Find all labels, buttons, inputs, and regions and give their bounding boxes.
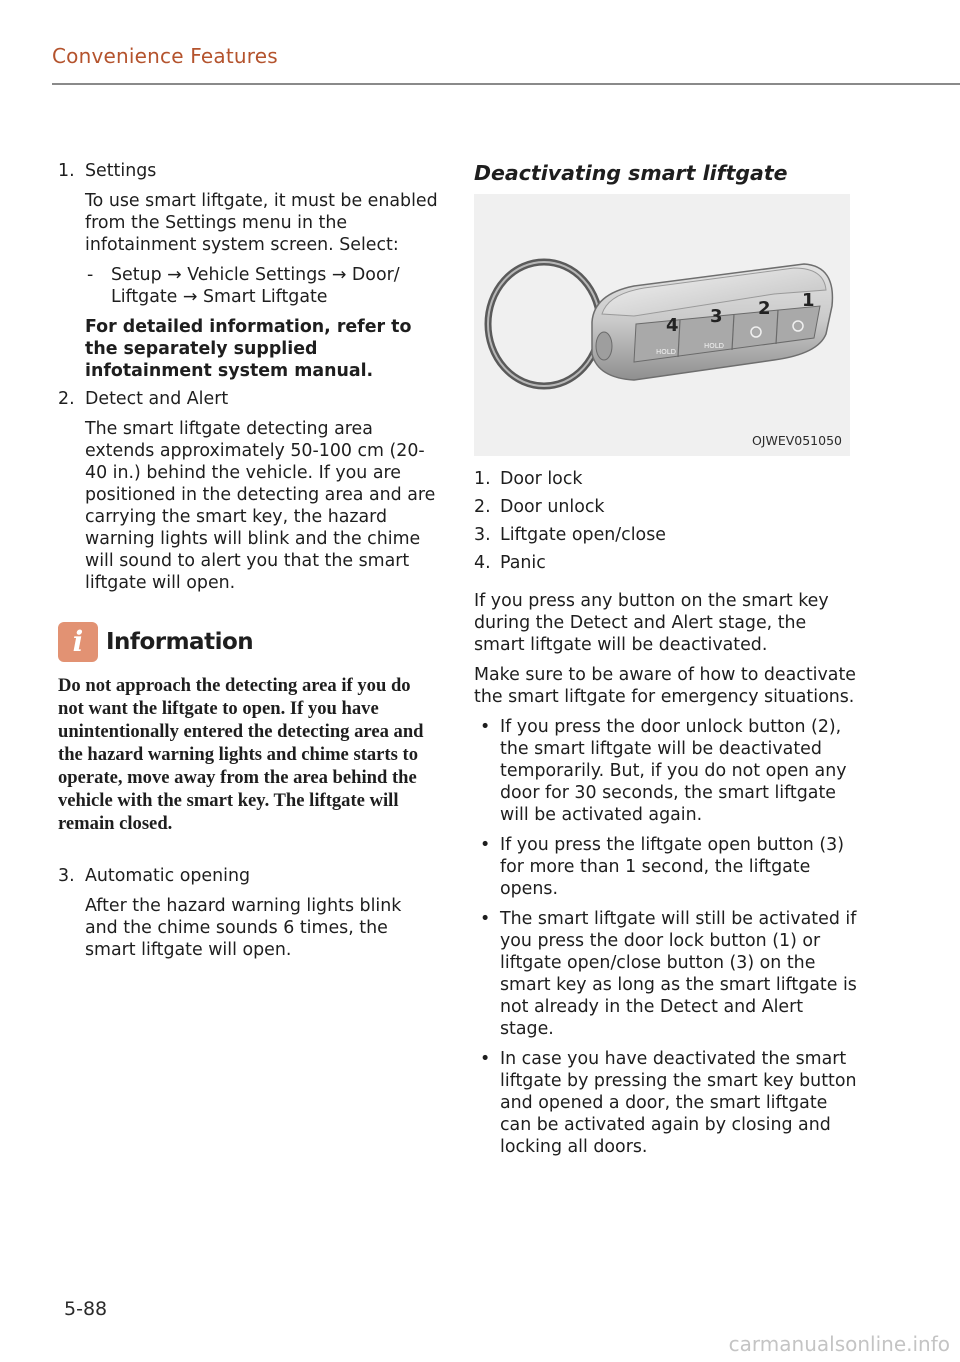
page-number: 5-88: [64, 1298, 108, 1320]
button-label-2: 2: [758, 298, 771, 319]
legend-text: Door unlock: [500, 497, 605, 517]
smart-key-figure: [474, 194, 850, 456]
settings-item: [58, 160, 438, 382]
bullet-marker: •: [480, 1049, 491, 1069]
settings-path-text: Setup → Vehicle Settings → Door/ Liftgate → Smart Liftgate: [111, 265, 400, 307]
legend-text: Panic: [500, 553, 546, 573]
bullet-text: If you press the liftgate open button (3) for more than 1 second, the liftgate opens.: [500, 835, 844, 899]
item-title: Automatic opening: [85, 866, 251, 886]
figure-code: OJWEV051050: [751, 433, 842, 448]
item-title: Settings: [85, 161, 157, 181]
bullet-item: [474, 716, 860, 826]
deactivate-paragraph: If you press any button on the smart key during the Detect and Alert stage, the smart liftgate will be deactivated.: [474, 591, 829, 655]
infotainment-note: For detailed information, refer to the separately supplied infotainment system manual.: [85, 317, 412, 381]
left-column: [58, 160, 438, 961]
item-body: To use smart liftgate, it must be enabled from the Settings menu in the infotainment system screen. Select:: [85, 191, 438, 255]
settings-path: [85, 264, 438, 308]
information-label: Information: [106, 629, 254, 655]
awareness-paragraph: Make sure to be aware of how to deactivate the smart liftgate for emergency situations.: [474, 665, 856, 707]
panic-hold-text: HOLD: [656, 348, 677, 356]
legend-item: [474, 468, 860, 490]
bullet-text: The smart liftgate will still be activated if you press the door lock button (1) or liftgate open/close button (3) on the smart key as long as the smart liftgate is not already in the Detect and Alert stage.: [500, 909, 857, 1039]
bullet-marker: •: [480, 717, 491, 737]
section-title: Deactivating smart liftgate: [474, 161, 788, 185]
header-divider: [52, 83, 960, 85]
smart-key-illustration: [474, 194, 850, 456]
info-icon: i: [58, 622, 98, 662]
liftgate-hold-text: HOLD: [704, 342, 725, 350]
right-column: [474, 160, 860, 1158]
legend-number: 4.: [474, 553, 491, 573]
item-body: The smart liftgate detecting area extends approximately 50-100 cm (20-40 in.) behind the vehicle. If you are positioned in the detecting area and are carrying the smart key, the hazard warning lights will blink and the chime will sound to alert you that the smart liftgate will open.: [85, 419, 436, 593]
bullet-item: [474, 1048, 860, 1158]
legend-item: [474, 496, 860, 518]
button-label-4: 4: [666, 315, 679, 336]
legend-text: Door lock: [500, 469, 583, 489]
item-number: 3.: [58, 866, 75, 886]
dash-marker: -: [87, 265, 94, 285]
item-body: After the hazard warning lights blink and the chime sounds 6 times, the smart liftgate will open.: [85, 896, 402, 960]
detect-alert-item: [58, 388, 438, 594]
key-ring-highlight: [488, 262, 600, 386]
button-label-1: 1: [802, 290, 815, 311]
bullet-item: [474, 908, 860, 1040]
information-text: Do not approach the detecting area if you do not want the liftgate to open. If you have unintentionally entered the detecting area and the hazard warning lights and chime starts to operate, move away from the area behind the vehicle with the smart key. The liftgate will remain closed.: [58, 675, 424, 834]
bullet-marker: •: [480, 835, 491, 855]
legend-item: [474, 552, 860, 574]
legend-item: [474, 524, 860, 546]
button-label-3: 3: [710, 306, 723, 327]
bullet-text: If you press the door unlock button (2), the smart liftgate will be deactivated temporarily. But, if you do not open any door for 30 seconds, the smart liftgate will be activated again.: [500, 717, 847, 825]
bullet-item: [474, 834, 860, 900]
button-legend: [474, 468, 860, 574]
automatic-opening-item: [58, 865, 438, 961]
legend-number: 1.: [474, 469, 491, 489]
legend-text: Liftgate open/close: [500, 525, 666, 545]
bullet-text: In case you have deactivated the smart liftgate by pressing the smart key button and opened a door, the smart liftgate can be activated again by closing and locking all doors.: [500, 1049, 857, 1157]
legend-number: 3.: [474, 525, 491, 545]
bullet-marker: •: [480, 909, 491, 929]
page-header-title: Convenience Features: [52, 44, 278, 68]
legend-number: 2.: [474, 497, 491, 517]
key-end-cap: [596, 332, 612, 360]
information-header: [58, 622, 438, 662]
item-title: Detect and Alert: [85, 389, 229, 409]
item-number: 2.: [58, 389, 75, 409]
site-watermark: carmanualsonline.info: [728, 1332, 950, 1356]
item-number: 1.: [58, 161, 75, 181]
